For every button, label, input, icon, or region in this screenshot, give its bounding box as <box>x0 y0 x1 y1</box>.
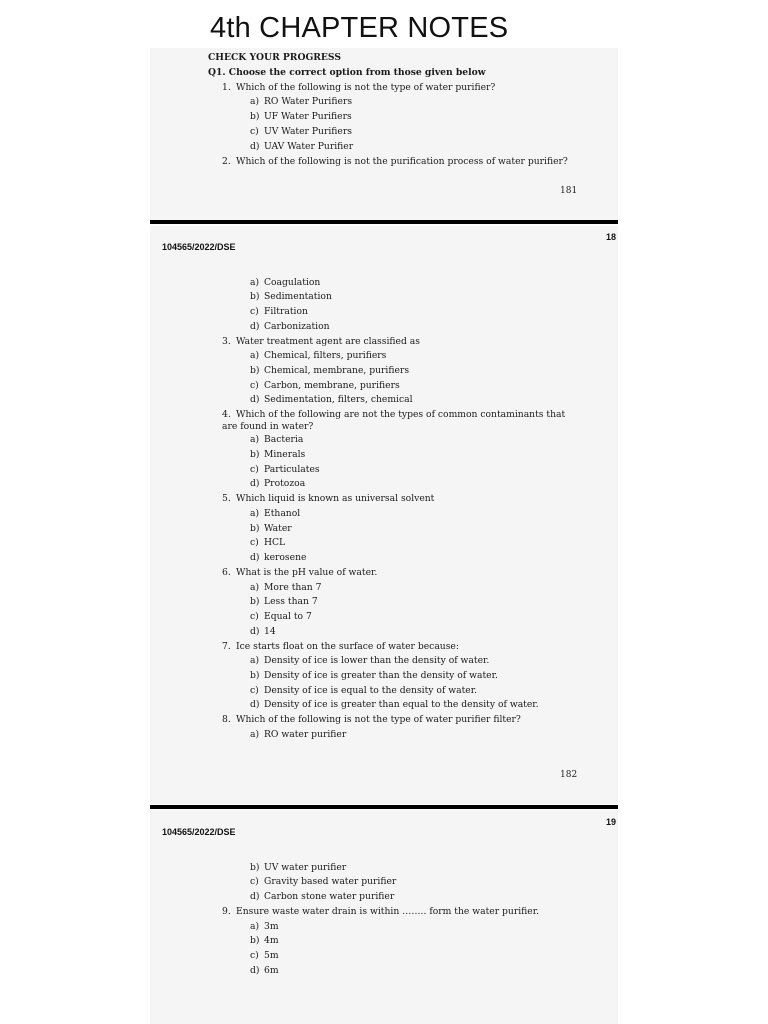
option-letter: a) <box>250 96 260 107</box>
question-4 <box>222 409 574 433</box>
option <box>250 434 303 446</box>
option-letter: b) <box>250 449 260 460</box>
option-text: 5m <box>264 950 279 961</box>
option-letter: a) <box>250 655 260 666</box>
option-text: UV Water Purifiers <box>264 126 352 137</box>
question-8 <box>222 714 521 726</box>
option-text: Carbon stone water purifier <box>264 891 395 902</box>
option <box>250 862 346 874</box>
option-letter: a) <box>250 277 260 288</box>
question-text: Ensure waste water drain is within …….. form the water purifier. <box>236 906 540 917</box>
option-text: Sedimentation <box>264 291 332 302</box>
question-7 <box>222 641 459 653</box>
option-text: More than 7 <box>264 582 322 593</box>
option-letter: b) <box>250 365 260 376</box>
option-text: Gravity based water purifier <box>264 876 397 887</box>
option <box>250 380 400 392</box>
option <box>250 935 279 947</box>
option <box>250 685 477 697</box>
option-text: Ethanol <box>264 508 301 519</box>
option-text: UAV Water Purifier <box>264 141 354 152</box>
option-text: Filtration <box>264 306 308 317</box>
option-letter: d) <box>250 478 260 489</box>
option <box>250 699 539 711</box>
option-text: Less than 7 <box>264 596 318 607</box>
option-letter: a) <box>250 434 260 445</box>
document-code: 104565/2022/DSE <box>162 242 236 252</box>
page-separator <box>150 220 618 224</box>
option-text: UF Water Purifiers <box>264 111 352 122</box>
question-number: 2. <box>222 156 231 167</box>
option-text: RO water purifier <box>264 729 347 740</box>
option <box>250 537 285 549</box>
option <box>250 306 308 318</box>
option-letter: c) <box>250 950 259 961</box>
question-3 <box>222 336 420 348</box>
option <box>250 141 353 153</box>
option-text: Density of ice is greater than equal to the density of water. <box>264 699 539 710</box>
option <box>250 464 320 476</box>
page-separator <box>150 805 618 809</box>
question-number: 9. <box>222 906 231 917</box>
option-letter: d) <box>250 321 260 332</box>
option-text: HCL <box>264 537 286 548</box>
option-letter: b) <box>250 291 260 302</box>
option-text: Sedimentation, filters, chemical <box>264 394 413 405</box>
option <box>250 126 352 138</box>
option <box>250 891 394 903</box>
option-text: Chemical, membrane, purifiers <box>264 365 410 376</box>
option-text: kerosene <box>264 552 307 563</box>
question-5 <box>222 493 434 505</box>
question-2 <box>222 156 568 168</box>
section-heading: CHECK YOUR PROGRESS <box>208 52 341 63</box>
option-letter: a) <box>250 508 260 519</box>
leaf-number: 19 <box>605 817 616 827</box>
option-letter: c) <box>250 126 259 137</box>
page-number: 181 <box>560 186 578 196</box>
option-letter: d) <box>250 965 260 976</box>
option <box>250 965 279 977</box>
option <box>250 611 312 623</box>
option-text: 6m <box>264 965 279 976</box>
option-letter: b) <box>250 111 260 122</box>
option-letter: c) <box>250 380 259 391</box>
option-letter: d) <box>250 699 260 710</box>
option <box>250 321 330 333</box>
option-letter: d) <box>250 891 260 902</box>
question-text: Which liquid is known as universal solvent <box>236 493 435 504</box>
option <box>250 582 321 594</box>
option <box>250 670 498 682</box>
option-text: Equal to 7 <box>264 611 312 622</box>
option-letter: b) <box>250 596 260 607</box>
question-text: Which of the following is not the type of water purifier? <box>236 82 496 93</box>
question-text: Which of the following is not the type of water purifier filter? <box>236 714 521 725</box>
question-text: What is the pH value of water. <box>236 567 378 578</box>
leaf-number: 18 <box>605 232 616 242</box>
option <box>250 350 386 362</box>
question-text: Water treatment agent are classified as <box>236 336 420 347</box>
option-letter: c) <box>250 611 259 622</box>
option-letter: a) <box>250 921 260 932</box>
option-text: Density of ice is equal to the density of water. <box>264 685 478 696</box>
option-text: Carbon, membrane, purifiers <box>264 380 400 391</box>
option-text: 14 <box>264 626 276 637</box>
option <box>250 96 352 108</box>
option <box>250 552 306 564</box>
option-letter: d) <box>250 394 260 405</box>
option-text: 4m <box>264 935 279 946</box>
option <box>250 277 320 289</box>
option-text: Carbonization <box>264 321 330 332</box>
option-letter: c) <box>250 306 259 317</box>
option <box>250 111 352 123</box>
question-number: 1. <box>222 82 231 93</box>
option-letter: b) <box>250 670 260 681</box>
option <box>250 291 332 303</box>
option-letter: a) <box>250 729 260 740</box>
option-text: Chemical, filters, purifiers <box>264 350 387 361</box>
option <box>250 449 305 461</box>
option-letter: d) <box>250 626 260 637</box>
question-number: 7. <box>222 641 231 652</box>
option <box>250 478 305 490</box>
option-letter: b) <box>250 862 260 873</box>
option <box>250 394 413 406</box>
option <box>250 508 300 520</box>
question-number: 5. <box>222 493 231 504</box>
option <box>250 729 346 741</box>
option-letter: c) <box>250 685 259 696</box>
option-text: Density of ice is greater than the density of water. <box>264 670 498 681</box>
option <box>250 921 279 933</box>
option-letter: a) <box>250 350 260 361</box>
option-text: Particulates <box>264 464 320 475</box>
question-6 <box>222 567 377 579</box>
option <box>250 523 292 535</box>
option-text: Minerals <box>264 449 306 460</box>
option-letter: d) <box>250 141 260 152</box>
question-number: 8. <box>222 714 231 725</box>
option <box>250 365 409 377</box>
option-letter: c) <box>250 464 259 475</box>
question-number: 6. <box>222 567 231 578</box>
instruction: Q1. Choose the correct option from those given below <box>208 67 486 78</box>
option-text: 3m <box>264 921 279 932</box>
option-text: Protozoa <box>264 478 306 489</box>
page-number: 182 <box>560 770 578 780</box>
option-text: UV water purifier <box>264 862 347 873</box>
question-text: Which of the following are not the types of common contaminants that are found in water? <box>222 409 566 432</box>
question-number: 3. <box>222 336 231 347</box>
option <box>250 876 396 888</box>
option-letter: c) <box>250 537 259 548</box>
option-text: RO Water Purifiers <box>264 96 353 107</box>
option <box>250 596 318 608</box>
option-text: Density of ice is lower than the density of water. <box>264 655 490 666</box>
option <box>250 950 279 962</box>
option-letter: a) <box>250 582 260 593</box>
option-text: Water <box>264 523 292 534</box>
option-text: Bacteria <box>264 434 304 445</box>
option <box>250 626 276 638</box>
document-code: 104565/2022/DSE <box>162 827 236 837</box>
option-letter: d) <box>250 552 260 563</box>
option-letter: b) <box>250 523 260 534</box>
option <box>250 655 489 667</box>
document-title: 4th CHAPTER NOTES <box>210 12 509 44</box>
question-text: Which of the following is not the purification process of water purifier? <box>236 156 568 167</box>
question-number: 4. <box>222 409 231 420</box>
question-text: Ice starts float on the surface of water because: <box>236 641 459 652</box>
option-letter: c) <box>250 876 259 887</box>
question-9 <box>222 906 539 918</box>
option-letter: b) <box>250 935 260 946</box>
option-text: Coagulation <box>264 277 321 288</box>
question-1 <box>222 82 495 94</box>
